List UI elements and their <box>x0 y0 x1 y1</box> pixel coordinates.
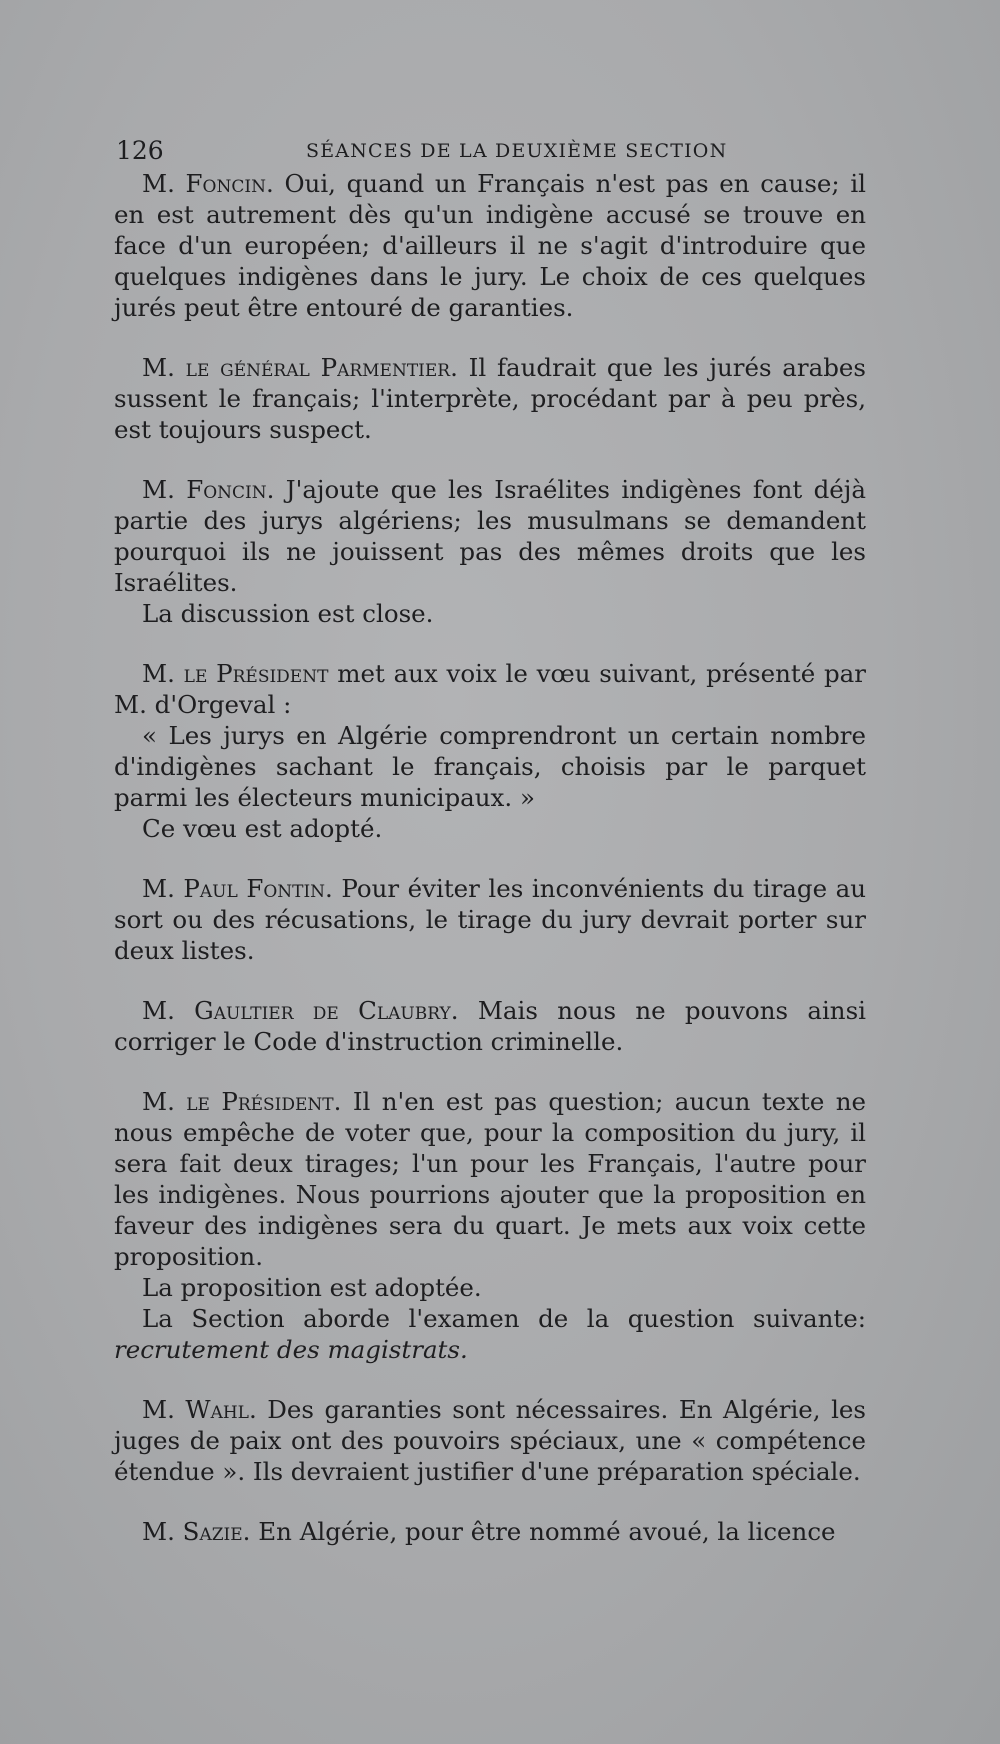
page-header <box>116 136 856 166</box>
speaker-name: M. Paul Fontin. <box>142 874 333 903</box>
running-head: SÉANCES DE LA DEUXIÈME SECTION <box>306 140 728 162</box>
quoted-motion <box>114 720 866 813</box>
paragraph-text: Mais nous ne pouvons ainsi corriger le Code d'instruction criminelle. <box>114 996 866 1056</box>
body-text <box>114 168 866 1547</box>
paragraph <box>114 813 866 844</box>
paragraph <box>114 1086 866 1272</box>
paragraph-text: La proposition est adoptée. <box>142 1273 482 1302</box>
paragraph <box>114 168 866 323</box>
speaker-name: M. le général Parmentier. <box>142 353 458 382</box>
paragraph-text: Il n'en est pas question; aucun texte ne nous empêche de voter que, pour la composition du jury, il sera fait deux tirages; l'un pour les Français, l'autre pour les indigènes. Nous pourrions ajouter que la proposition en faveur des indigènes sera du quart. Je mets aux voix cette proposition. <box>114 1087 867 1271</box>
paragraph <box>114 658 866 720</box>
paragraph-text: J'ajoute que les Israélites indigènes font déjà partie des jurys algériens; les musulmans se demandent pourquoi ils ne jouissent pas des mêmes droits que les Israélites. <box>114 475 867 597</box>
italic-topic: recrutement des magistrats. <box>114 1335 468 1364</box>
speaker-name: M. Sazie. <box>142 1517 251 1546</box>
paragraph-text: La discussion est close. <box>142 599 434 628</box>
speaker-name: M. le Président. <box>142 1087 342 1116</box>
paragraph <box>114 995 866 1057</box>
speaker-name: M. Gaultier de Claubry. <box>142 996 459 1025</box>
speaker-name: M. le Président <box>142 659 329 688</box>
speaker-name: M. Foncin. <box>142 475 275 504</box>
paragraph <box>114 873 866 966</box>
paragraph <box>114 352 866 445</box>
speaker-name: M. Wahl. <box>142 1395 257 1424</box>
paragraph-text: Pour éviter les inconvénients du tirage au sort ou des récusations, le tirage du jury devrait porter sur deux listes. <box>114 874 867 965</box>
speaker-name: M. Foncin. <box>142 169 274 198</box>
paragraph <box>114 474 866 598</box>
paragraph-text: « Les jurys en Algérie comprendront un certain nombre d'indigènes sachant le français, choisis par le parquet parmi les électeurs municipaux. » <box>114 721 866 812</box>
paragraph <box>114 1303 866 1365</box>
paragraph-text: Des garanties sont nécessaires. En Algérie, les juges de paix ont des pouvoirs spéciaux, une « compétence étendue ». Ils devraient justifier d'une préparation spéciale. <box>114 1395 866 1486</box>
paragraph-text: Ce vœu est adopté. <box>142 814 383 843</box>
paragraph <box>114 1394 866 1487</box>
paragraph <box>114 1516 866 1547</box>
paragraph-text: Il faudrait que les jurés arabes sussent le français; l'interprète, procédant par à peu près, est toujours suspect. <box>114 353 866 444</box>
paragraph <box>114 1272 866 1303</box>
page-number: 126 <box>116 136 164 165</box>
paragraph-text: La Section aborde l'examen de la question suivante: <box>142 1304 866 1333</box>
paragraph-text: En Algérie, pour être nommé avoué, la licence <box>250 1517 836 1546</box>
paragraph-text: met aux voix le vœu suivant, présenté par M. d'Orgeval : <box>114 659 866 719</box>
paragraph <box>114 598 866 629</box>
paragraph-text: Oui, quand un Français n'est pas en cause; il en est autrement dès qu'un indigène accusé se trouve en face d'un européen; d'ailleurs il ne s'agit d'introduire que quelques indigènes dans le jury. Le choix de ces quelques jurés peut être entouré de garanties. <box>114 169 867 322</box>
